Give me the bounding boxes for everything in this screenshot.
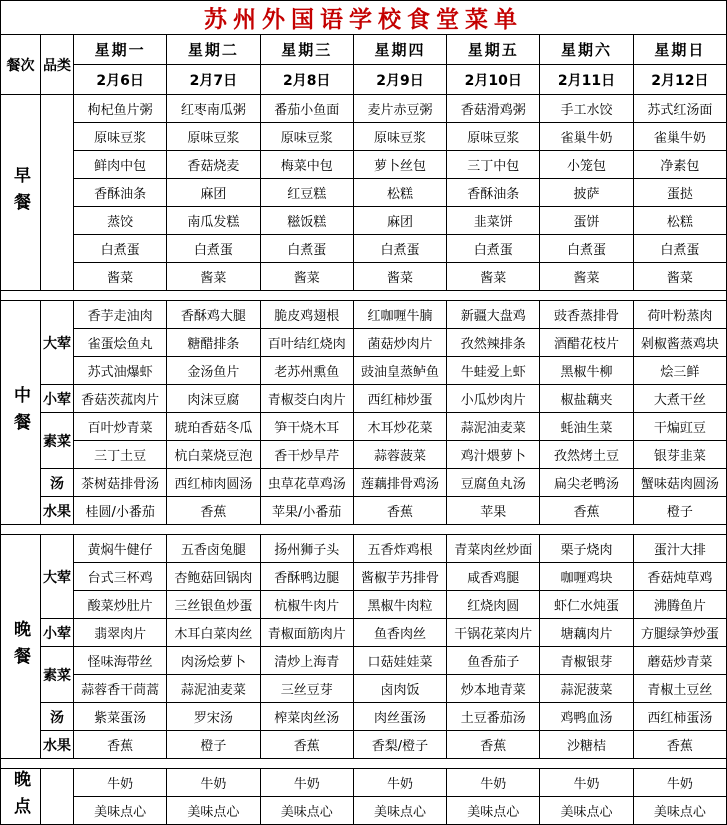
menu-item-cell: 牛奶 [540, 769, 633, 797]
menu-item-cell: 红咖喱牛腩 [353, 301, 446, 329]
section-gap-row [1, 525, 727, 535]
menu-item-cell: 新疆大盘鸡 [447, 301, 540, 329]
menu-item-cell: 红枣南瓜粥 [167, 95, 260, 123]
menu-row-breakfast [1, 235, 727, 263]
menu-item-cell: 香菇滑鸡粥 [447, 95, 540, 123]
menu-item-cell: 扬州狮子头 [260, 535, 353, 563]
date-cell-2: 2月7日 [167, 65, 260, 95]
menu-item-cell: 黑椒牛肉粒 [353, 591, 446, 619]
menu-item-cell: 香酥油条 [74, 179, 167, 207]
menu-item-cell: 韭菜饼 [447, 207, 540, 235]
menu-item-cell: 牛奶 [167, 769, 260, 797]
menu-item-cell: 酱菜 [353, 263, 446, 291]
day-header-6: 星期六 [540, 35, 633, 65]
menu-item-cell: 苹果 [447, 497, 540, 525]
menu-item-cell: 橙子 [633, 497, 726, 525]
menu-item-cell: 美味点心 [167, 797, 260, 825]
section-gap-row [1, 759, 727, 769]
menu-item-cell: 白煮蛋 [633, 235, 726, 263]
menu-row-dinner [1, 647, 727, 675]
menu-item-cell: 糖醋排条 [167, 329, 260, 357]
menu-row-lunch [1, 385, 727, 413]
menu-row-breakfast [1, 123, 727, 151]
category-label: 素菜 [41, 647, 74, 703]
menu-row-lunch [1, 301, 727, 329]
menu-item-cell: 麻团 [353, 207, 446, 235]
category-label: 大荤 [41, 301, 74, 385]
menu-item-cell: 青菜肉丝炒面 [447, 535, 540, 563]
menu-item-cell: 麻团 [167, 179, 260, 207]
section-gap [1, 525, 727, 535]
menu-item-cell: 麦片赤豆粥 [353, 95, 446, 123]
menu-item-cell: 小笼包 [540, 151, 633, 179]
menu-row-lunch [1, 357, 727, 385]
category-label: 水果 [41, 497, 74, 525]
menu-item-cell: 口菇娃娃菜 [353, 647, 446, 675]
menu-item-cell: 罗宋汤 [167, 703, 260, 731]
menu-item-cell: 豉香蒸排骨 [540, 301, 633, 329]
menu-row-dinner [1, 703, 727, 731]
menu-item-cell: 三丝豆芽 [260, 675, 353, 703]
menu-item-cell: 雀巢牛奶 [633, 123, 726, 151]
menu-item-cell: 美味点心 [260, 797, 353, 825]
menu-item-cell: 五香炸鸡根 [353, 535, 446, 563]
menu-row-lunch [1, 469, 727, 497]
menu-item-cell: 原味豆浆 [74, 123, 167, 151]
menu-item-cell: 蛋汁大排 [633, 535, 726, 563]
menu-item-cell: 西红柿肉圆汤 [167, 469, 260, 497]
menu-item-cell: 美味点心 [633, 797, 726, 825]
menu-item-cell: 西红柿炒蛋 [353, 385, 446, 413]
menu-item-cell: 蒜蓉菠菜 [353, 441, 446, 469]
menu-item-cell: 青椒银芽 [540, 647, 633, 675]
menu-item-cell: 菌菇炒肉片 [353, 329, 446, 357]
menu-row-dinner [1, 591, 727, 619]
menu-item-cell: 黄焖牛健仔 [74, 535, 167, 563]
meal-column-header: 餐次 [1, 35, 41, 95]
menu-item-cell: 沸腾鱼片 [633, 591, 726, 619]
menu-item-cell: 蒜蓉香干茼蒿 [74, 675, 167, 703]
menu-item-cell: 美味点心 [74, 797, 167, 825]
menu-item-cell: 红烧肉圆 [447, 591, 540, 619]
day-header-5: 星期五 [447, 35, 540, 65]
menu-item-cell: 木耳白菜肉丝 [167, 619, 260, 647]
menu-item-cell: 萝卜丝包 [353, 151, 446, 179]
menu-row-dinner [1, 535, 727, 563]
menu-item-cell: 榨菜肉丝汤 [260, 703, 353, 731]
date-cell-7: 2月12日 [633, 65, 726, 95]
meal-label-breakfast-text: 早餐 [10, 165, 30, 220]
menu-item-cell: 老苏州熏鱼 [260, 357, 353, 385]
menu-item-cell: 杭椒牛肉片 [260, 591, 353, 619]
menu-row-snack [1, 797, 727, 825]
day-header-7: 星期日 [633, 35, 726, 65]
menu-item-cell: 炒本地青菜 [447, 675, 540, 703]
meal-label-snack-text: 晚点 [10, 769, 30, 824]
menu-item-cell: 台式三杯鸡 [74, 563, 167, 591]
menu-item-cell: 塘藕肉片 [540, 619, 633, 647]
menu-item-cell: 披萨 [540, 179, 633, 207]
menu-item-cell: 酱菜 [447, 263, 540, 291]
menu-item-cell: 香蕉 [540, 497, 633, 525]
category-label: 素菜 [41, 413, 74, 469]
menu-item-cell: 香蕉 [633, 731, 726, 759]
menu-item-cell: 香菇炖草鸡 [633, 563, 726, 591]
menu-item-cell: 蒜泥菠菜 [540, 675, 633, 703]
menu-item-cell: 孜然烤土豆 [540, 441, 633, 469]
section-gap [1, 291, 727, 301]
menu-item-cell: 酱椒芋艿排骨 [353, 563, 446, 591]
menu-item-cell: 鱼香茄子 [447, 647, 540, 675]
date-cell-6: 2月11日 [540, 65, 633, 95]
menu-item-cell: 干煸豇豆 [633, 413, 726, 441]
menu-item-cell: 青椒土豆丝 [633, 675, 726, 703]
menu-item-cell: 白煮蛋 [74, 235, 167, 263]
menu-item-cell: 豆腐鱼丸汤 [447, 469, 540, 497]
menu-item-cell: 蟹味菇肉圆汤 [633, 469, 726, 497]
day-header-2: 星期二 [167, 35, 260, 65]
category-empty [41, 95, 74, 291]
category-label: 汤 [41, 703, 74, 731]
menu-item-cell: 小瓜炒肉片 [447, 385, 540, 413]
menu-item-cell: 五香卤兔腿 [167, 535, 260, 563]
menu-item-cell: 椒盐藕夹 [540, 385, 633, 413]
menu-item-cell: 酱菜 [167, 263, 260, 291]
menu-row-breakfast [1, 207, 727, 235]
menu-item-cell: 松糕 [353, 179, 446, 207]
menu-item-cell: 银芽韭菜 [633, 441, 726, 469]
menu-item-cell: 孜然辣排条 [447, 329, 540, 357]
menu-item-cell: 蒸饺 [74, 207, 167, 235]
menu-item-cell: 酱菜 [260, 263, 353, 291]
menu-item-cell: 香蕉 [74, 731, 167, 759]
menu-item-cell: 青椒茭白肉片 [260, 385, 353, 413]
menu-item-cell: 香酥鸡大腿 [167, 301, 260, 329]
menu-item-cell: 苏式油爆虾 [74, 357, 167, 385]
menu-item-cell: 香酥油条 [447, 179, 540, 207]
menu-item-cell: 香蕉 [260, 731, 353, 759]
menu-item-cell: 三丁中包 [447, 151, 540, 179]
category-label: 大荤 [41, 535, 74, 619]
menu-item-cell: 香芋走油肉 [74, 301, 167, 329]
menu-item-cell: 笋干烧木耳 [260, 413, 353, 441]
meal-label-breakfast [1, 95, 41, 291]
section-gap [1, 759, 727, 769]
menu-item-cell: 酱菜 [74, 263, 167, 291]
menu-item-cell: 牛奶 [260, 769, 353, 797]
menu-item-cell: 香蕉 [167, 497, 260, 525]
menu-item-cell: 梅菜中包 [260, 151, 353, 179]
menu-item-cell: 荷叶粉蒸肉 [633, 301, 726, 329]
menu-item-cell: 翡翠肉片 [74, 619, 167, 647]
menu-item-cell: 牛奶 [447, 769, 540, 797]
menu-item-cell: 原味豆浆 [167, 123, 260, 151]
category-empty [41, 769, 74, 825]
menu-item-cell: 白煮蛋 [540, 235, 633, 263]
date-cell-5: 2月10日 [447, 65, 540, 95]
menu-item-cell: 红豆糕 [260, 179, 353, 207]
menu-row-lunch [1, 441, 727, 469]
menu-item-cell: 白煮蛋 [167, 235, 260, 263]
menu-item-cell: 紫菜蛋汤 [74, 703, 167, 731]
menu-row-breakfast [1, 179, 727, 207]
menu-item-cell: 美味点心 [353, 797, 446, 825]
menu-item-cell: 蛋饼 [540, 207, 633, 235]
menu-row-lunch [1, 497, 727, 525]
menu-row-breakfast [1, 263, 727, 291]
menu-item-cell: 番茄小鱼面 [260, 95, 353, 123]
menu-item-cell: 怪味海带丝 [74, 647, 167, 675]
menu-item-cell: 黑椒牛柳 [540, 357, 633, 385]
menu-item-cell: 香菇茨菰肉片 [74, 385, 167, 413]
category-column-header: 品类 [41, 35, 74, 95]
menu-item-cell: 虾仁水炖蛋 [540, 591, 633, 619]
menu-item-cell: 烩三鲜 [633, 357, 726, 385]
menu-item-cell: 金汤鱼片 [167, 357, 260, 385]
menu-item-cell: 豉油皇蒸鲈鱼 [353, 357, 446, 385]
date-cell-1: 2月6日 [74, 65, 167, 95]
menu-item-cell: 香蕉 [447, 731, 540, 759]
menu-item-cell: 三丝银鱼炒蛋 [167, 591, 260, 619]
section-gap-row [1, 291, 727, 301]
menu-item-cell: 苏式红汤面 [633, 95, 726, 123]
menu-item-cell: 雀巢牛奶 [540, 123, 633, 151]
menu-item-cell: 卤肉饭 [353, 675, 446, 703]
menu-item-cell: 香酥鸭边腿 [260, 563, 353, 591]
menu-row-dinner [1, 675, 727, 703]
menu-item-cell: 杭白菜烧豆泡 [167, 441, 260, 469]
category-label: 小荤 [41, 619, 74, 647]
meal-label-snack [1, 769, 41, 825]
menu-item-cell: 鸡鸭血汤 [540, 703, 633, 731]
menu-item-cell: 杏鲍菇回锅肉 [167, 563, 260, 591]
menu-item-cell: 酱菜 [540, 263, 633, 291]
menu-item-cell: 原味豆浆 [353, 123, 446, 151]
menu-item-cell: 沙糖桔 [540, 731, 633, 759]
menu-item-cell: 原味豆浆 [447, 123, 540, 151]
menu-item-cell: 牛奶 [74, 769, 167, 797]
menu-item-cell: 南瓜发糕 [167, 207, 260, 235]
menu-item-cell: 土豆番茄汤 [447, 703, 540, 731]
menu-row-breakfast [1, 95, 727, 123]
menu-item-cell: 香梨/橙子 [353, 731, 446, 759]
day-header-3: 星期三 [260, 35, 353, 65]
menu-item-cell: 蚝油生菜 [540, 413, 633, 441]
dates-header-row [1, 65, 727, 95]
menu-item-cell: 肉沫豆腐 [167, 385, 260, 413]
menu-item-cell: 净素包 [633, 151, 726, 179]
menu-row-snack [1, 769, 727, 797]
menu-item-cell: 酱菜 [633, 263, 726, 291]
menu-row-dinner [1, 563, 727, 591]
menu-item-cell: 白煮蛋 [447, 235, 540, 263]
menu-item-cell: 牛奶 [353, 769, 446, 797]
menu-item-cell: 虫草花草鸡汤 [260, 469, 353, 497]
day-header-1: 星期一 [74, 35, 167, 65]
menu-item-cell: 白煮蛋 [260, 235, 353, 263]
menu-row-breakfast [1, 151, 727, 179]
category-label: 小荤 [41, 385, 74, 413]
menu-item-cell: 肉汤烩萝卜 [167, 647, 260, 675]
menu-item-cell: 酸菜炒肚片 [74, 591, 167, 619]
menu-item-cell: 莲藕排骨鸡汤 [353, 469, 446, 497]
menu-item-cell: 栗子烧肉 [540, 535, 633, 563]
menu-item-cell: 方腿绿笋炒蛋 [633, 619, 726, 647]
menu-item-cell: 肉丝蛋汤 [353, 703, 446, 731]
day-header-4: 星期四 [353, 35, 446, 65]
date-cell-3: 2月8日 [260, 65, 353, 95]
menu-item-cell: 白煮蛋 [353, 235, 446, 263]
menu-item-cell: 枸杞鱼片粥 [74, 95, 167, 123]
title-row [1, 1, 727, 35]
menu-item-cell: 鸡汁煨萝卜 [447, 441, 540, 469]
menu-item-cell: 琥珀香菇冬瓜 [167, 413, 260, 441]
menu-item-cell: 蒜泥油麦菜 [447, 413, 540, 441]
menu-item-cell: 剁椒酱蒸鸡块 [633, 329, 726, 357]
menu-row-lunch [1, 413, 727, 441]
menu-item-cell: 鲜肉中包 [74, 151, 167, 179]
meal-label-dinner [1, 535, 41, 759]
days-header-row [1, 35, 727, 65]
menu-item-cell: 橙子 [167, 731, 260, 759]
menu-item-cell: 香蕉 [353, 497, 446, 525]
menu-item-cell: 牛蛙爱上虾 [447, 357, 540, 385]
menu-item-cell: 大煮干丝 [633, 385, 726, 413]
menu-item-cell: 桂圆/小番茄 [74, 497, 167, 525]
menu-item-cell: 蒜泥油麦菜 [167, 675, 260, 703]
menu-item-cell: 手工水饺 [540, 95, 633, 123]
menu-item-cell: 蛋挞 [633, 179, 726, 207]
menu-item-cell: 香干炒旱芹 [260, 441, 353, 469]
menu-row-dinner [1, 731, 727, 759]
menu-item-cell: 酒醋花枝片 [540, 329, 633, 357]
page-title: 苏州外国语学校食堂菜单 [1, 1, 727, 35]
menu-item-cell: 美味点心 [447, 797, 540, 825]
menu-item-cell: 鱼香肉丝 [353, 619, 446, 647]
menu-item-cell: 三丁土豆 [74, 441, 167, 469]
menu-row-lunch [1, 329, 727, 357]
menu-item-cell: 原味豆浆 [260, 123, 353, 151]
menu-item-cell: 百叶结红烧肉 [260, 329, 353, 357]
menu-item-cell: 茶树菇排骨汤 [74, 469, 167, 497]
meal-label-lunch [1, 301, 41, 525]
menu-item-cell: 木耳炒花菜 [353, 413, 446, 441]
menu-item-cell: 干锅花菜肉片 [447, 619, 540, 647]
menu-item-cell: 脆皮鸡翅根 [260, 301, 353, 329]
menu-item-cell: 牛奶 [633, 769, 726, 797]
menu-item-cell: 雀蛋烩鱼丸 [74, 329, 167, 357]
menu-item-cell: 百叶炒青菜 [74, 413, 167, 441]
meal-label-lunch-text: 中餐 [10, 385, 30, 440]
menu-item-cell: 扁尖老鸭汤 [540, 469, 633, 497]
menu-item-cell: 美味点心 [540, 797, 633, 825]
menu-row-dinner [1, 619, 727, 647]
menu-item-cell: 蘑菇炒青菜 [633, 647, 726, 675]
meal-label-dinner-text: 晚餐 [10, 619, 30, 674]
menu-item-cell: 苹果/小番茄 [260, 497, 353, 525]
menu-item-cell: 咸香鸡腿 [447, 563, 540, 591]
date-cell-4: 2月9日 [353, 65, 446, 95]
menu-item-cell: 青椒面筋肉片 [260, 619, 353, 647]
category-label: 水果 [41, 731, 74, 759]
menu-item-cell: 咖喱鸡块 [540, 563, 633, 591]
category-label: 汤 [41, 469, 74, 497]
menu-item-cell: 香菇烧麦 [167, 151, 260, 179]
menu-item-cell: 西红柿蛋汤 [633, 703, 726, 731]
menu-item-cell: 清炒上海青 [260, 647, 353, 675]
menu-item-cell: 松糕 [633, 207, 726, 235]
menu-item-cell: 糍饭糕 [260, 207, 353, 235]
